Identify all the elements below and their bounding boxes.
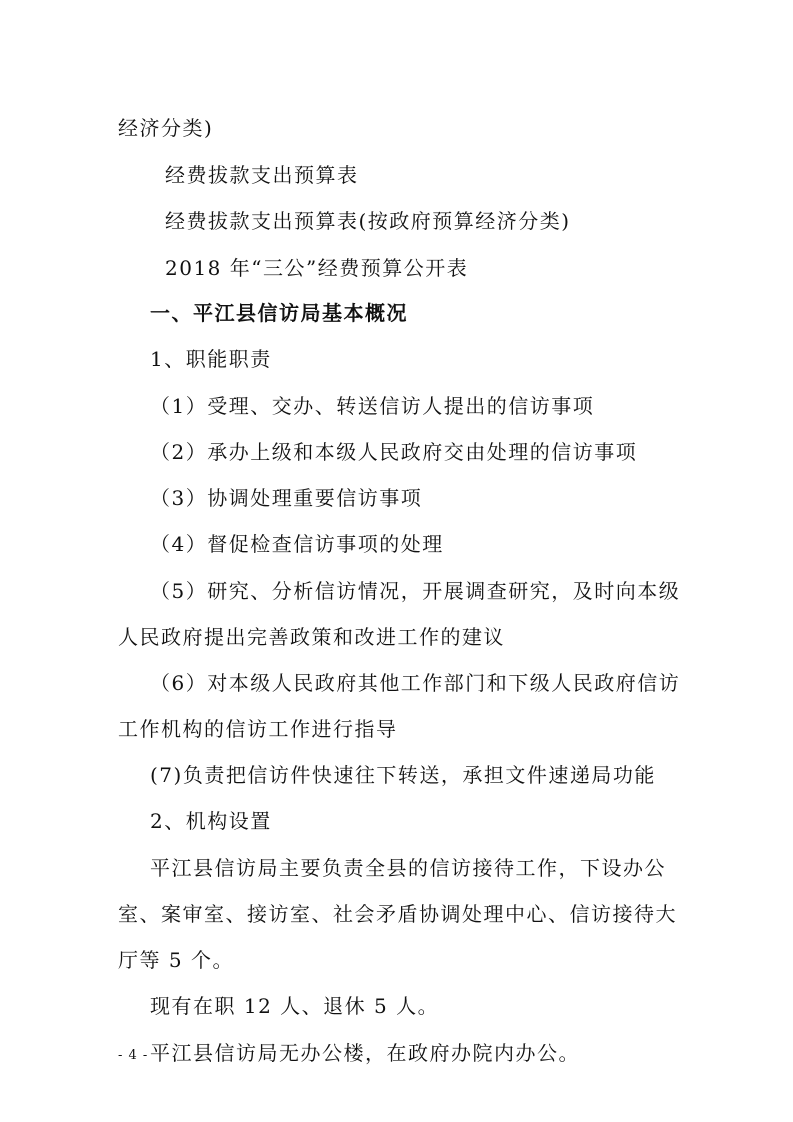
duty-item-5: （5）研究、分析信访情况，开展调查研究，及时向本级 xyxy=(150,579,681,603)
text-line-3: 经费拔款支出预算表(按政府预算经济分类) xyxy=(165,209,571,233)
duty-item-6-cont: 工作机构的信访工作进行指导 xyxy=(118,717,398,741)
office-note: 平江县信访局无办公楼，在政府办院内办公。 xyxy=(150,1041,580,1065)
structure-paragraph-1-end: 厅等 5 个。 xyxy=(118,948,234,972)
structure-paragraph-1: 平江县信访局主要负责全县的信访接待工作，下设办公 xyxy=(150,856,666,880)
structure-paragraph-1-cont: 室、案审室、接访室、社会矛盾协调处理中心、信访接待大 xyxy=(118,902,677,926)
text-line-4: 2018 年“三公”经费预算公开表 xyxy=(165,256,469,280)
text-line-2: 经费拔款支出预算表 xyxy=(165,163,359,187)
duty-item-3: （3）协调处理重要信访事项 xyxy=(150,486,423,510)
duty-item-1: （1）受理、交办、转送信访人提出的信访事项 xyxy=(150,394,595,418)
text-line-1: 经济分类) xyxy=(118,116,214,140)
subheading-structure: 2、机构设置 xyxy=(150,809,272,833)
duty-item-4: （4）督促检查信访事项的处理 xyxy=(150,532,444,556)
staff-count: 现有在职 12 人、退休 5 人。 xyxy=(150,994,440,1018)
duty-item-7: (7)负责把信访件快速往下转送，承担文件速递局功能 xyxy=(150,763,656,787)
page-number: - 4 - xyxy=(118,1048,149,1063)
duty-item-2: （2）承办上级和本级人民政府交由处理的信访事项 xyxy=(150,440,638,464)
section-heading-1: 一、平江县信访局基本概况 xyxy=(150,301,408,325)
duty-item-5-cont: 人民政府提出完善政策和改进工作的建议 xyxy=(118,625,505,649)
duty-item-6: （6）对本级人民政府其他工作部门和下级人民政府信访 xyxy=(150,671,681,695)
subheading-duties: 1、职能职责 xyxy=(150,347,272,371)
